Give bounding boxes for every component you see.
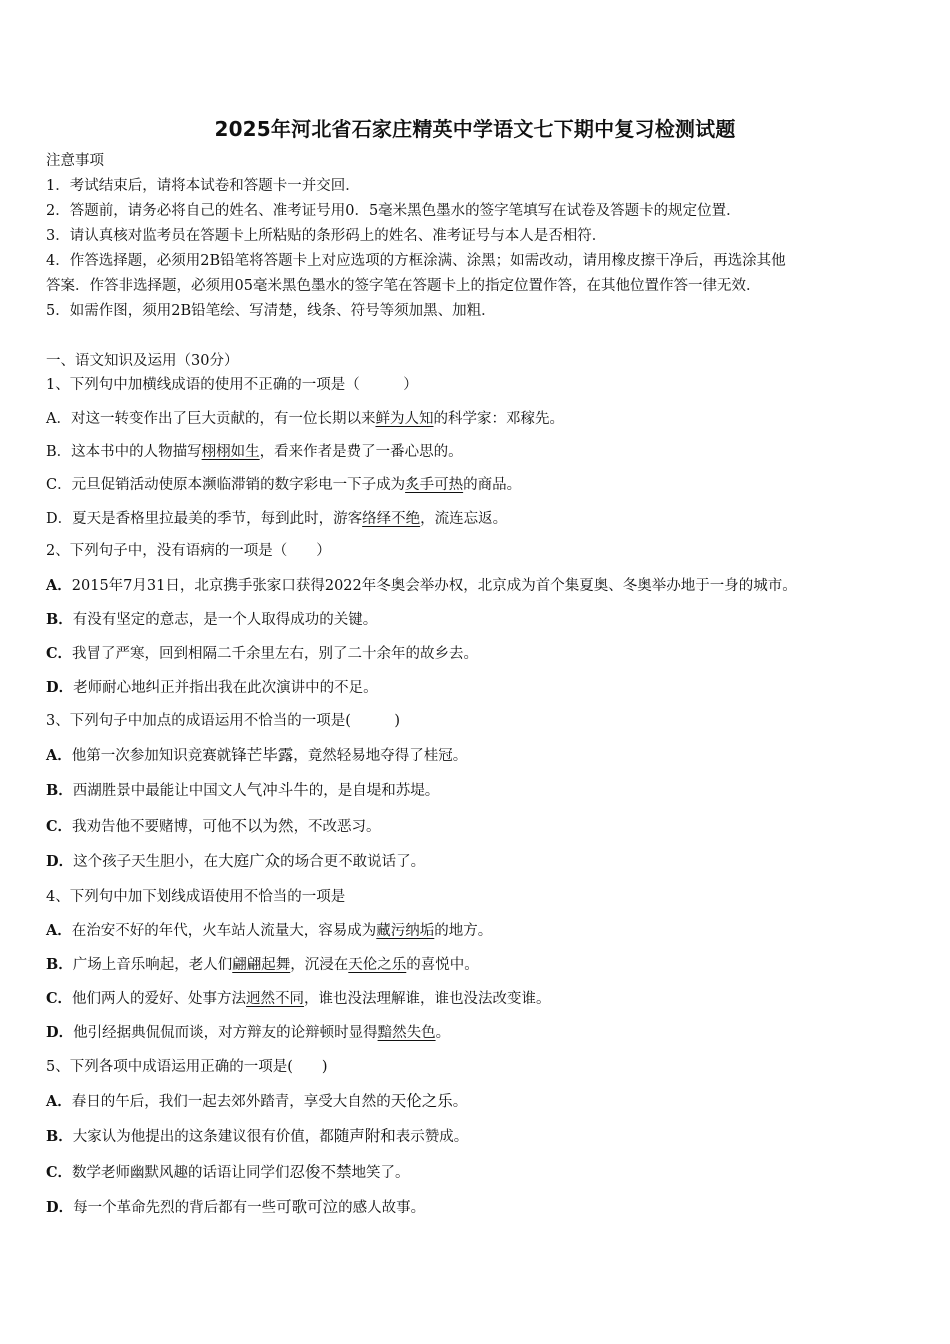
question-5-option-a <box>46 1091 467 1112</box>
question-3-stem: 3、下列句子中加点的成语运用不恰当的一项是( ) <box>46 713 401 729</box>
option-text: ，不改恶习。 <box>293 819 381 835</box>
idiom: 可歌可泣 <box>276 1198 339 1216</box>
question-4-option-c <box>46 989 551 1009</box>
question-1-stem: 1、下列句中加横线成语的使用不正确的一项是（ ） <box>46 377 418 393</box>
option-text: 元旦促销活动使原本濒临滞销的数字彩电一下子成为 <box>71 477 406 493</box>
question-4-stem: 4、下列句中加下划线成语使用不恰当的一项是 <box>46 889 346 905</box>
underlined-idiom: 天伦之乐 <box>348 957 407 973</box>
underlined-idiom: 栩栩如生 <box>201 444 260 460</box>
option-text: 我劝告他不要赌博，可他 <box>72 819 232 835</box>
notice-item-3: 3．请认真核对监考员在答题卡上所粘贴的条形码上的姓名、准考证号与本人是否相符． <box>46 228 607 244</box>
option-text: 对这一转变作出了巨大贡献的，有一位长期以来 <box>70 411 376 427</box>
option-label: C． <box>46 818 73 835</box>
question-5-option-b <box>46 1126 468 1147</box>
option-label: B． <box>46 444 72 460</box>
question-2-option-b <box>46 610 377 630</box>
option-label: D． <box>46 853 74 870</box>
question-1-option-b <box>46 442 463 462</box>
underlined-idiom: 黯然失色 <box>377 1025 436 1041</box>
option-text: 的喜悦中。 <box>406 957 479 973</box>
option-label: A． <box>46 411 71 427</box>
option-text: 西湖胜景中最能让中国文人 <box>72 783 247 799</box>
option-text: 的感人故事。 <box>338 1200 426 1216</box>
option-text: 大家认为他提出的这条建议很有价值，都 <box>72 1129 334 1145</box>
underlined-idiom: 鲜为人知 <box>375 411 434 427</box>
option-text: ，谁也没法理解谁，谁也没法改变谁。 <box>304 991 551 1007</box>
dotted-idiom: 大庭广众 <box>218 852 281 870</box>
underlined-idiom: 翩翩起舞 <box>232 957 291 973</box>
section-heading: 一、语文知识及运用（30分） <box>46 353 239 369</box>
question-5-option-c <box>46 1162 410 1183</box>
option-text: 的场合更不敢说话了。 <box>280 854 426 870</box>
option-label: C． <box>46 1164 73 1181</box>
option-label: D． <box>46 679 74 696</box>
notice-heading: 注意事项 <box>46 153 104 169</box>
question-3-option-a <box>46 745 467 766</box>
idiom: 忍俊不禁 <box>289 1163 352 1181</box>
option-text: ，看来作者是费了一番心思的。 <box>259 444 463 460</box>
option-label: C． <box>46 645 73 662</box>
option-text: ，沉浸在 <box>290 957 349 973</box>
notice-item-5: 5．如需作图，须用2B铅笔绘、写清楚，线条、符号等须加黑、加粗． <box>46 303 496 319</box>
question-2-option-d <box>46 678 378 698</box>
question-1-option-d <box>46 509 507 529</box>
question-2-option-a <box>46 576 797 596</box>
option-text: 这个孩子天生胆小，在 <box>73 854 219 870</box>
option-label: B． <box>46 956 73 973</box>
option-text: 我冒了严寒，回到相隔二千余里左右，别了二十余年的故乡去。 <box>72 646 479 662</box>
option-text: 春日的午后，我们一起去郊外踏青，享受大自然的 <box>71 1094 391 1110</box>
question-5-stem: 5、下列各项中成语运用正确的一项是( ) <box>46 1059 328 1075</box>
question-3-option-d <box>46 851 425 872</box>
option-label: A． <box>46 747 72 764</box>
option-text: ，竟然轻易地夺得了桂冠。 <box>293 748 468 764</box>
option-text: 广场上音乐响起，老人们 <box>72 957 233 973</box>
dotted-idiom: 不以为然 <box>231 817 294 835</box>
question-4-option-b <box>46 955 479 975</box>
option-text: 他第一次参加知识竞赛就 <box>71 748 232 764</box>
option-label: C． <box>46 990 73 1007</box>
question-4-option-d <box>46 1023 450 1043</box>
underlined-idiom: 藏污纳垢 <box>376 923 435 939</box>
option-text: ，流连忘返。 <box>420 511 508 527</box>
underlined-idiom: 迥然不同 <box>246 991 305 1007</box>
question-3-option-c <box>46 816 381 837</box>
option-label: A． <box>46 922 72 939</box>
option-text: 他引经据典侃侃而谈，对方辩友的论辩顿时显得 <box>73 1025 378 1041</box>
notice-item-2: 2．答题前，请务必将自己的姓名、准考证号用0．5毫米黑色墨水的签字笔填写在试卷及答题卡的规定位置． <box>46 203 741 219</box>
option-label: B． <box>46 1128 73 1145</box>
question-1-option-c <box>46 475 521 495</box>
option-text: 他们两人的爱好、处事方法 <box>72 991 247 1007</box>
underlined-idiom: 络绎不绝 <box>362 511 421 527</box>
option-label: D． <box>46 1024 74 1041</box>
option-text: 地笑了。 <box>351 1165 410 1181</box>
option-label: C． <box>46 477 72 493</box>
question-3-option-b <box>46 780 439 801</box>
notice-item-1: 1．考试结束后，请将本试卷和答题卡一并交回． <box>46 178 360 194</box>
option-text: 。 <box>452 1094 468 1110</box>
option-text: 的，是自堤和苏堤。 <box>308 783 440 799</box>
option-label: A． <box>46 577 72 594</box>
option-text: 的商品。 <box>463 477 522 493</box>
notice-item-4-cont: 答案．作答非选择题，必须用05毫米黑色墨水的签字笔在答题卡上的指定位置作答，在其他位置作答一律无效． <box>46 278 761 294</box>
option-text: 。 <box>435 1025 451 1041</box>
option-text: 的科学家：邓稼先。 <box>433 411 564 427</box>
option-label: B． <box>46 782 73 799</box>
option-text: 有没有坚定的意志，是一个人取得成功的关键。 <box>72 612 378 628</box>
option-text: 夏天是香格里拉最美的季节，每到此时，游客 <box>72 511 363 527</box>
exam-title: 2025年河北省石家庄精英中学语文七下期中复习检测试题 <box>214 117 736 141</box>
dotted-idiom: 气冲斗牛 <box>246 781 309 799</box>
option-label: D． <box>46 511 73 527</box>
option-text: 在治安不好的年代，火车站人流量大，容易成为 <box>71 923 377 939</box>
question-5-option-d <box>46 1197 425 1218</box>
notice-item-4: 4．作答选择题，必须用2B铅笔将答题卡上对应选项的方框涂满、涂黑；如需改动，请用橡皮擦干净后，再选涂其他 <box>46 253 786 269</box>
dotted-idiom: 锋芒毕露 <box>231 746 294 764</box>
option-text: 每一个革命先烈的背后都有一些 <box>73 1200 277 1216</box>
option-text: 老师耐心地纠正并指出我在此次演讲中的不足。 <box>73 680 378 696</box>
question-4-option-a <box>46 921 492 941</box>
option-text: 表示赞成。 <box>395 1129 469 1145</box>
question-2-option-c <box>46 644 478 664</box>
idiom: 随声附和 <box>333 1127 396 1145</box>
question-1-option-a <box>46 409 564 429</box>
option-label: B． <box>46 611 73 628</box>
option-text: 数学老师幽默风趣的话语让同学们 <box>72 1165 290 1181</box>
option-label: D． <box>46 1199 74 1216</box>
option-text: 2015年7月31日，北京携手张家口获得2022年冬奥会举办权，北京成为首个集夏奥、冬奥举办地于一身的城市。 <box>71 578 797 594</box>
option-text: 的地方。 <box>434 923 493 939</box>
option-label: A． <box>46 1093 72 1110</box>
option-text: 这本书中的人物描写 <box>71 444 202 460</box>
underlined-idiom: 炙手可热 <box>405 477 464 493</box>
idiom: 天伦之乐 <box>390 1092 453 1110</box>
question-2-stem: 2、下列句子中，没有语病的一项是（ ） <box>46 543 331 559</box>
